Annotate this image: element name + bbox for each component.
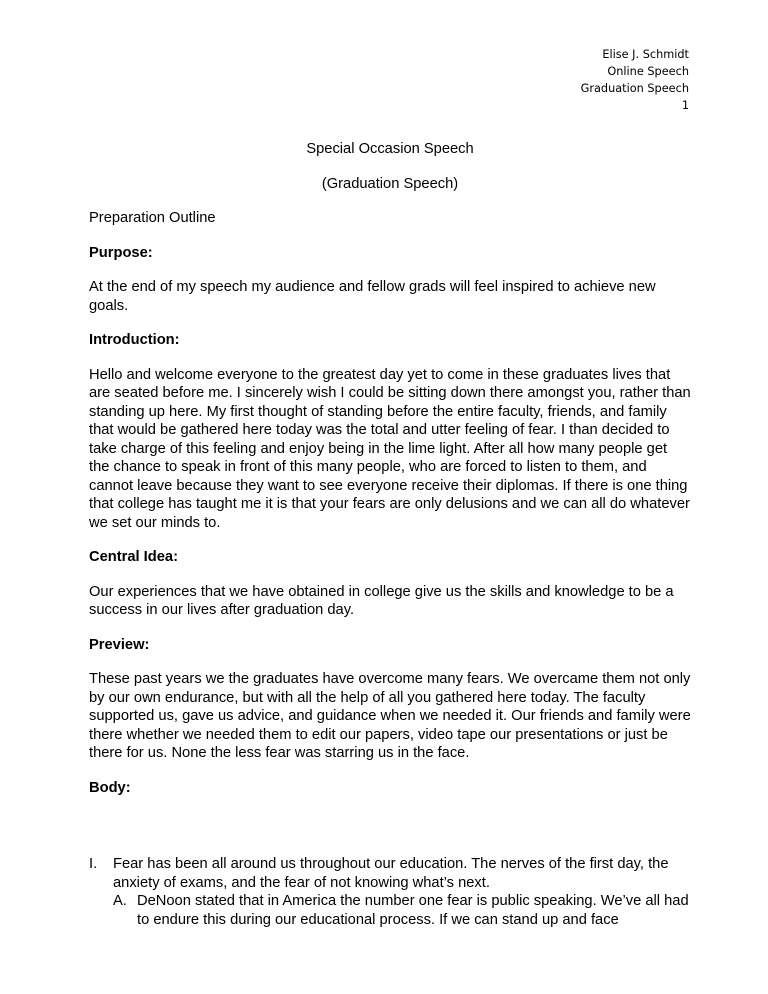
header-short-title: Graduation Speech [580, 82, 689, 95]
outline-point-text: Fear has been all around us throughout our education. The nerves of the first day, the anxiety of exams, and the fear of not knowing what’s next. [113, 856, 669, 891]
document-body [89, 140, 691, 929]
document-subtitle: (Graduation Speech) [321, 175, 459, 192]
spacer [89, 813, 691, 855]
preview-text: These past years we the graduates have overcome many fears. We overcame them not only by our own endurance, but with all the help of all you gathered here today. The faculty supported us, gave us advice, and guidance when we needed it. Our friends and family were there whether we needed them to edit our papers, video tape our presentations or just be there for us. None the less fear was starring us in the face. [89, 671, 691, 761]
outline-point-1 [89, 855, 691, 929]
central-idea-text: Our experiences that we have obtained in college give us the skills and knowledge to be a success in our lives after graduation day. [89, 583, 674, 618]
outline-label: Preparation Outline [89, 210, 216, 226]
outline-subpoint-text: DeNoon stated that in America the number one fear is public speaking. We’ve all had to endure this during our educational process. If we can stand up and face [137, 893, 689, 928]
body-heading: Body: [89, 779, 131, 796]
header-author: Elise J. Schmidt [602, 48, 689, 61]
outline-point-marker: I. [89, 856, 98, 872]
central-idea-heading: Central Idea: [89, 549, 178, 565]
document-title: Special Occasion Speech [306, 141, 474, 157]
outline-subpoint-a [113, 892, 691, 929]
running-header [581, 46, 689, 114]
header-page-number: 1 [681, 99, 689, 112]
header-course: Online Speech [607, 65, 689, 78]
introduction-text: Hello and welcome everyone to the greatest day yet to come in these graduates lives that are seated before me. I sincerely wish I could be sitting down there amongst you, rather than standing up here. My first thought of standing before the entire faculty, friends, and family that would be gathered here today was the total and utter feeling of fear. I than decided to take charge of this feeling and enjoy being in the lime light. After all how many people get the chance to speak in front of this many people, who are forced to listen to them, and cannot leave because they want to see everyone receive their diplomas. If there is one thing that college has taught me it is that your fears are only delusions and we can all do whatever we set our minds to. [89, 366, 691, 531]
preview-heading: Preview: [89, 636, 150, 653]
purpose-heading: Purpose: [89, 244, 153, 261]
introduction-heading: Introduction: [89, 332, 180, 348]
purpose-text: At the end of my speech my audience and fellow grads will feel inspired to achieve new goals. [89, 279, 656, 314]
outline-subpoint-marker: A. [113, 893, 127, 909]
